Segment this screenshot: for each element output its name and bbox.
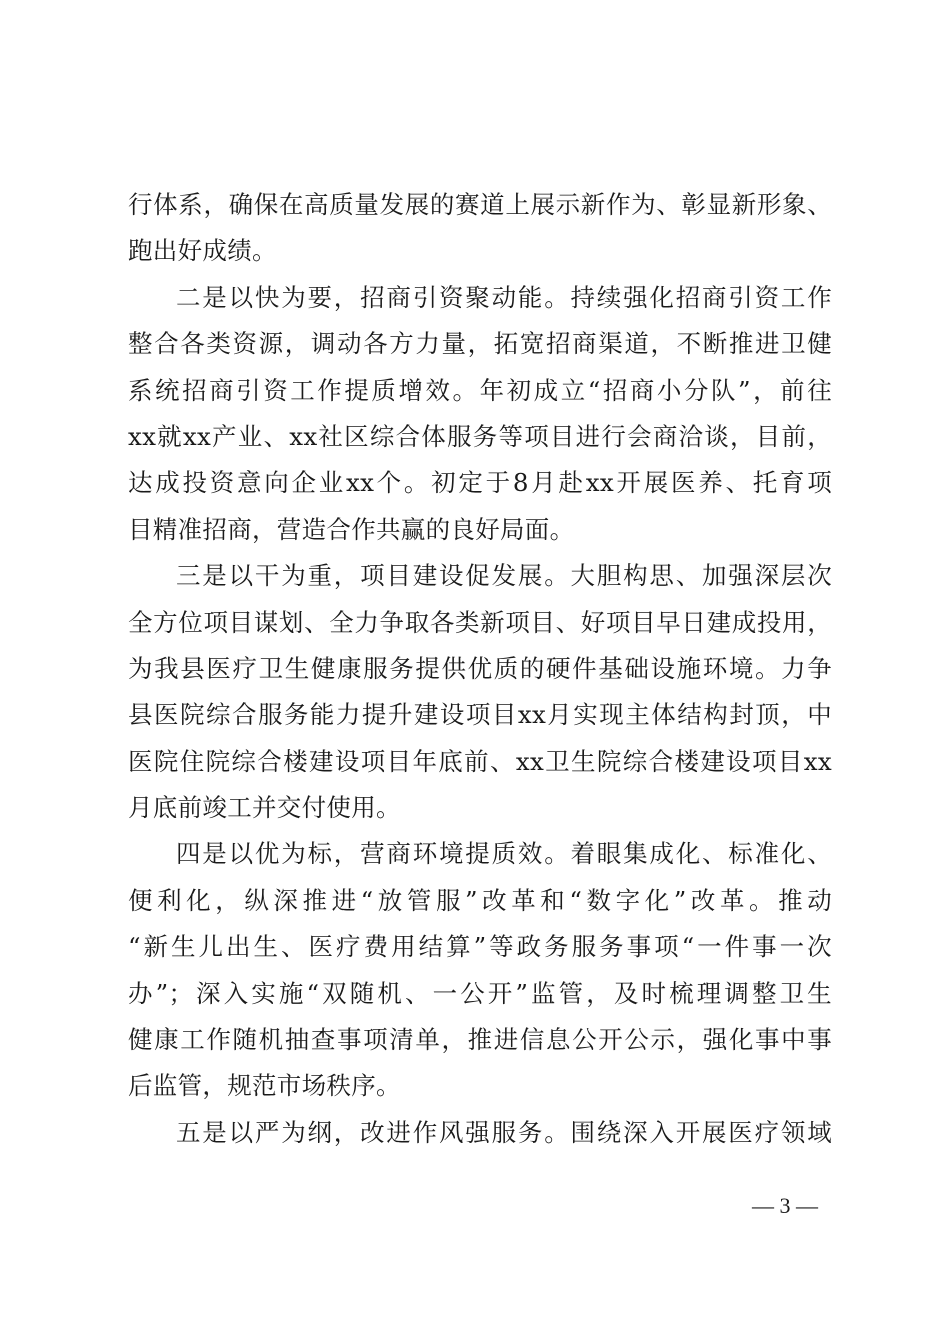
text-line: “新生儿出生、医疗费用结算”等政务服务事项“一件事一次 bbox=[128, 932, 832, 962]
text-line: 跑出好成绩。 bbox=[128, 236, 277, 266]
text-line: 后监管，规范市场秩序。 bbox=[128, 1071, 401, 1101]
text-line: 目精准招商，营造合作共赢的良好局面。 bbox=[128, 514, 575, 544]
text-line: 县医院综合服务能力提升建设项目xx月实现主体结构封顶，中 bbox=[128, 700, 832, 730]
text-line: 健康工作随机抽查事项清单，推进信息公开公示，强化事中事 bbox=[128, 1025, 832, 1055]
text-line: 医院住院综合楼建设项目年底前、xx卫生院综合楼建设项目xx bbox=[128, 746, 832, 776]
text-line: 整合各类资源，调动各方力量，拓宽招商渠道，不断推进卫健 bbox=[128, 329, 832, 359]
text-line: 月底前竣工并交付使用。 bbox=[128, 793, 401, 823]
text-line: 行体系，确保在高质量发展的赛道上展示新作为、彰显新形象、 bbox=[128, 190, 832, 219]
paragraph-first-line: 三是以干为重，项目建设促发展。大胆构思、加强深层次 bbox=[176, 561, 832, 591]
text-line: 办”；深入实施“双随机、一公开”监管，及时梳理调整卫生 bbox=[128, 978, 832, 1008]
paragraph-first-line: 五是以严为纲，改进作风强服务。围绕深入开展医疗领域 bbox=[176, 1117, 832, 1147]
text-line: 便利化，纵深推进“放管服”改革和“数字化”改革。推动 bbox=[128, 885, 832, 915]
page-number: — 3 — bbox=[752, 1193, 818, 1218]
text-line: xx就xx产业、xx社区综合体服务等项目进行会商洽谈，目前， bbox=[128, 421, 832, 451]
body-text bbox=[128, 182, 832, 1156]
text-line: 为我县医疗卫生健康服务提供优质的硬件基础设施环境。力争 bbox=[128, 653, 832, 683]
paragraph-first-line: 二是以快为要，招商引资聚动能。持续强化招商引资工作 bbox=[176, 282, 832, 312]
paragraph-first-line: 四是以优为标，营商环境提质效。着眼集成化、标准化、 bbox=[176, 839, 832, 869]
text-line: 系统招商引资工作提质增效。年初成立“招商小分队”，前往 bbox=[128, 375, 832, 405]
text-line: 达成投资意向企业xx个。初定于8月赴xx开展医养、托育项 bbox=[128, 468, 832, 498]
text-line: 全方位项目谋划、全力争取各类新项目、好项目早日建成投用， bbox=[128, 607, 832, 637]
